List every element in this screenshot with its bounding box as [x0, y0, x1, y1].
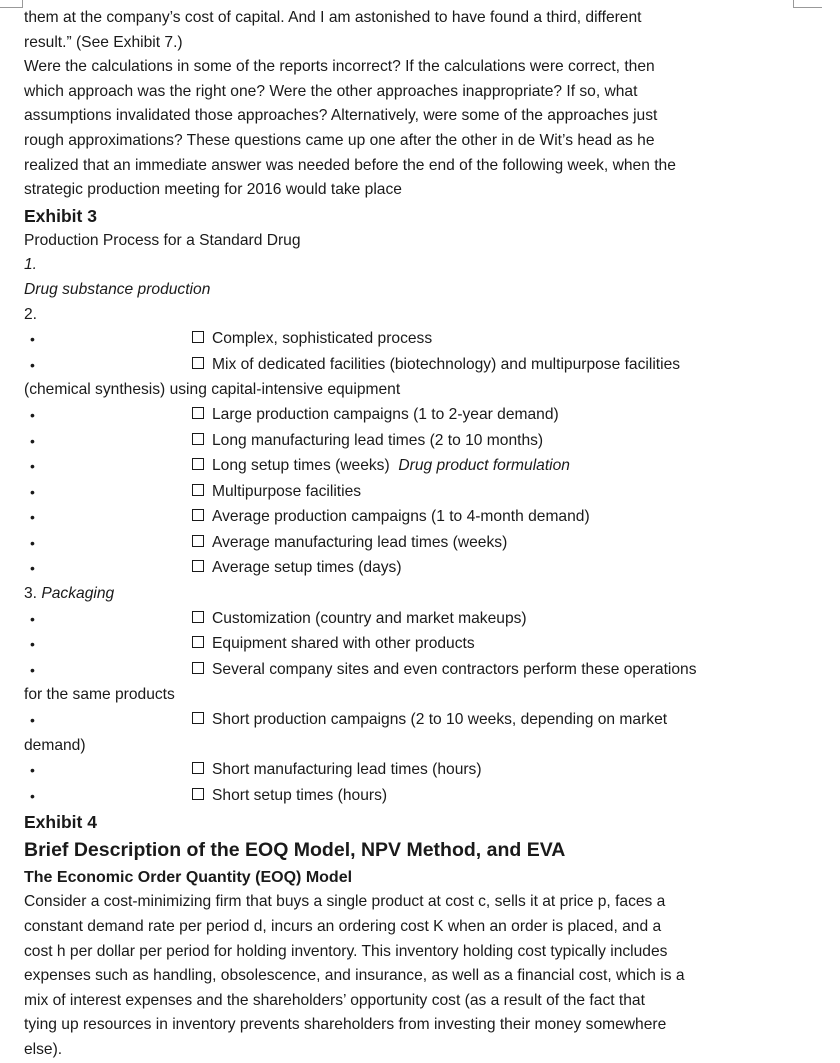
- bullet: [24, 708, 192, 734]
- bullet: [24, 429, 192, 455]
- text-line: mix of interest expenses and the shareholders’ opportunity cost (as a result of the fact that: [24, 991, 645, 1009]
- list-item: [24, 607, 814, 633]
- text-line: constant demand rate per period d, incurs an ordering cost K when an order is placed, and a: [24, 918, 662, 935]
- checkbox-square-icon: [192, 484, 204, 496]
- bullet: [24, 784, 192, 810]
- list-item-text: Short setup times (hours): [212, 786, 388, 804]
- list-item-text: Average production campaigns (1 to 4-month demand): [212, 508, 590, 526]
- list-item: [24, 454, 814, 480]
- list-item-text: Customization (country and market makeups): [212, 609, 527, 627]
- bullet: [24, 454, 192, 480]
- page-corner-mark-left: [0, 0, 23, 8]
- exhibit-4-title: Brief Description of the EOQ Model, NPV Method, and EVA: [24, 839, 566, 862]
- list-item-text: Long manufacturing lead times (2 to 10 months): [212, 431, 544, 449]
- text-line: cost h per dollar per period for holding inventory. This inventory holding cost typically includes: [24, 942, 668, 960]
- text-line: Were the calculations in some of the reports incorrect? If the calculations were correct, then: [24, 58, 655, 76]
- step-2-number: 2.: [24, 305, 38, 323]
- checkbox-square-icon: [192, 636, 204, 648]
- document-page: [24, 6, 814, 1063]
- exhibit-4-heading: Exhibit 4: [24, 812, 97, 833]
- wrapped-text: (chemical synthesis) using capital-intensive equipment: [24, 381, 401, 399]
- bullet: [24, 758, 192, 784]
- step-1-number: 1.: [24, 256, 38, 274]
- list-item-text: Mix of dedicated facilities (biotechnology) and multipurpose facilities: [212, 355, 681, 373]
- text-line: realized that an immediate answer was needed before the end of the following week, when the: [24, 156, 676, 174]
- checkbox-square-icon: [192, 662, 204, 674]
- text-line: strategic production meeting for 2016 would take place: [24, 181, 402, 199]
- list-item: [24, 505, 814, 531]
- bullet: [24, 403, 192, 429]
- list-item: [24, 784, 814, 810]
- step-3-heading: [24, 582, 814, 607]
- step-3-number: 3.: [24, 585, 38, 603]
- checkbox-square-icon: [192, 611, 204, 623]
- list-item-text: Several company sites and even contractors perform these operations: [212, 660, 697, 678]
- bullet: [24, 531, 192, 557]
- exhibit-3-title: Production Process for a Standard Drug: [24, 231, 301, 249]
- list-item: [24, 353, 814, 379]
- checkbox-square-icon: [192, 762, 204, 774]
- text-line: rough approximations? These questions came up one after the other in de Wit’s head as he: [24, 131, 655, 149]
- checkbox-square-icon: [192, 407, 204, 419]
- checkbox-square-icon: [192, 712, 204, 724]
- checkbox-square-icon: [192, 788, 204, 800]
- text-line: tying up resources in inventory prevents shareholders from investing their money somewhere: [24, 1016, 667, 1034]
- drug-product-formulation-label: Drug product formulation: [398, 457, 570, 475]
- text-line: expenses such as handling, obsolescence, and insurance, as well as a financial cost, which is a: [24, 967, 685, 985]
- exhibit-3-heading: Exhibit 3: [24, 205, 97, 226]
- list-item: [24, 658, 814, 684]
- list-item: [24, 556, 814, 582]
- checkbox-square-icon: [192, 509, 204, 521]
- list-item: [24, 429, 814, 455]
- list-item-text: Large production campaigns (1 to 2-year demand): [212, 405, 559, 423]
- text-line: result.” (See Exhibit 7.): [24, 33, 183, 51]
- list-item: [24, 708, 814, 734]
- list-item-text: Complex, sophisticated process: [212, 330, 433, 348]
- list-item-text: Long setup times (weeks): [212, 457, 390, 475]
- wrapped-text: for the same products: [24, 686, 175, 704]
- bullet: [24, 658, 192, 684]
- checkbox-square-icon: [192, 535, 204, 547]
- checkbox-square-icon: [192, 331, 204, 343]
- text-line: Consider a cost-minimizing firm that buys a single product at cost c, sells it at price p, faces a: [24, 893, 666, 911]
- text-line: else).: [24, 1040, 63, 1058]
- list-item-text: Short production campaigns (2 to 10 weeks, depending on market: [212, 711, 668, 729]
- bullet: [24, 556, 192, 582]
- intro-paragraph: [24, 6, 814, 203]
- wrapped-text: demand): [24, 736, 86, 754]
- checkbox-square-icon: [192, 560, 204, 572]
- text-line: assumptions invalidated those approaches? Alternatively, were some of the approaches just: [24, 107, 658, 125]
- bullet: [24, 327, 192, 353]
- list-item-text: Equipment shared with other products: [212, 635, 475, 653]
- list-item: [24, 480, 814, 506]
- step-3-label: Packaging: [41, 585, 115, 603]
- list-item-text: Average setup times (days): [212, 559, 402, 577]
- list-item-text: Multipurpose facilities: [212, 482, 362, 500]
- bullet: [24, 632, 192, 658]
- checkbox-square-icon: [192, 458, 204, 470]
- checkbox-square-icon: [192, 357, 204, 369]
- eoq-model-subheading: The Economic Order Quantity (EOQ) Model: [24, 869, 353, 887]
- list-item-text: Short manufacturing lead times (hours): [212, 761, 482, 779]
- bullet: [24, 505, 192, 531]
- bullet: [24, 480, 192, 506]
- text-line: which approach was the right one? Were the other approaches inappropriate? If so, what: [24, 82, 638, 100]
- eoq-paragraph: [24, 890, 814, 1062]
- text-line: them at the company’s cost of capital. And I am astonished to have found a third, different: [24, 9, 642, 26]
- list-item: [24, 632, 814, 658]
- step-1-label: Drug substance production: [24, 280, 211, 298]
- list-item: [24, 327, 814, 353]
- list-item: [24, 403, 814, 429]
- checkbox-square-icon: [192, 433, 204, 445]
- list-item: [24, 531, 814, 557]
- list-item: [24, 758, 814, 784]
- list-item-text: Average manufacturing lead times (weeks): [212, 533, 508, 551]
- bullet: [24, 607, 192, 633]
- bullet: [24, 353, 192, 379]
